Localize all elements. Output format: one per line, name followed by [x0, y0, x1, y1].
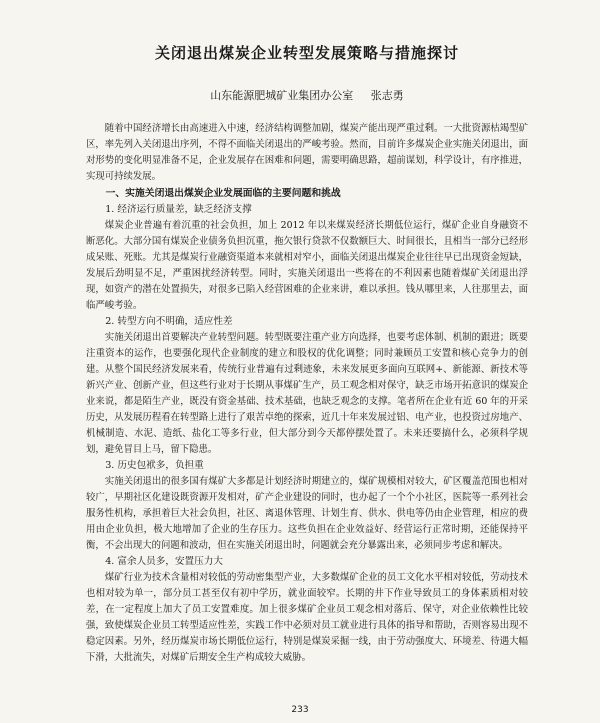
subsection-heading-4: 4. 富余人员多，安置压力大	[105, 556, 223, 567]
intro-paragraph: 随着中国经济增长由高速进入中速，经济结构调整加剧，煤炭产能出现严重过剩。一大批资源枯竭型矿区，率先列入关闭退出序列，不得不面临关闭退出的严峻考验。然而，目前许多煤炭企业实施关闭退出，面对形势的变化明显准备不足，企业发展存在困难和问题，需要明确思路，超前谋划，科学设计，有序推进，实现可持续发展。	[86, 123, 528, 182]
affiliation: 山东能源肥城矿业集团办公室	[210, 89, 354, 102]
author: 张志勇	[370, 89, 404, 102]
byline	[86, 87, 528, 103]
section-heading-1: 一、实施关闭退出煤炭企业发展面临的主要问题和挑战	[105, 188, 341, 199]
subsection-paragraph-3: 实施关闭退出的很多国有煤矿大多都是计划经济时期建立的，煤矿规模相对较大，矿区覆盖范围也相对较广，早期社区化建设既资源开发相对，矿产企业建设的同时，也办起了一个个小社区，医院等一系列社会服务性机构，承担着巨大社会负担，社区、离退休管理、计划生育、供水、供电等仍由企业管理，相应的费用由企业负担，极大地增加了企业的生存压力。这些负担在企业效益好、经营运行正常时期，还能保持平衡，不会出现大的问题和波动，但在实施关闭退出时，问题就会充分暴露出来，必须同步考虑和解决。	[86, 476, 528, 551]
subsection-heading-1: 1. 经济运行质量差，缺乏经济支撑	[105, 204, 252, 215]
paper-title: 关闭退出煤炭企业转型发展策略与措施探讨	[154, 44, 459, 62]
subsection-heading-2: 2. 转型方向不明确，适应性差	[105, 316, 233, 327]
subsection-paragraph-2: 实施关闭退出首要解决产业转型问题。转型既要注重产业方向选择，也要考虑体制、机制的跟进；既要注重资本的运作，也要强化现代企业制度的建立和股权的优化调整；同时兼顾员工安置和核心竞争力的创建。从整个国民经济发展来看，传统行业普遍有过剩迹象，未来发展更多面向互联网+、新能源、新技术等新兴产业、创新产业，但这些行业对于长期从事煤矿生产，员工观念相对保守，缺乏市场开拓意识的煤炭企业来说，都是陌生产业，既没有资金基础、技术基础，也缺乏观念的支撑。笔者所在企业有近 60 年的开采历史，从发展历程看在转型路上进行了艰苦卓绝的探索，近几十年来发展过铝、电产业，也投资过房地产、机械制造、水泥、造纸、盐化工等多行业，但大部分到今天都停摆处置了。未来还要搞什么，必须科学规划，避免冒目上马，留下隐患。	[86, 332, 528, 455]
subsection-paragraph-1: 煤炭企业普遍有着沉重的社会负担，加上 2012 年以来煤炭经济长期低位运行，煤矿企业自身融资不断恶化。大部分国有煤炭企业债务负担沉重，拖欠银行贷款不仅数额巨大、时间很长，且相当一部分已经形成呆账、死账。尤其是煤炭行业融资渠道本来就相对窄小，面临关闭退出煤炭企业往往早已出现资金短缺，发展后劲明显不足，严重困扰经济转型。同时，实施关闭退出一些将在的不利因素也随着煤矿关闭退出浮现，如资产的潜在处置损失，对很多已陷入经营困难的企业来讲，难以承担。钱从哪里来，人往那里去，面临严峻考验。	[86, 220, 528, 311]
subsection-heading-3: 3. 历史包袱多，负担重	[105, 460, 204, 471]
page-number: 233	[291, 705, 309, 715]
subsection-paragraph-4: 煤矿行业为技术含量相对较低的劳动密集型产业，大多数煤矿企业的员工文化水平相对较低，劳动技术也相对较为单一，部分员工甚至仅有初中学历，就业面较窄。长期的井下作业导致员工的身体素质相对较差，在一定程度上加大了员工安置难度。加上很多煤矿企业员工观念相对落后、保守，对企业依赖性比较强，致使煤炭企业员工转型适应性差，实践工作中必须对员工就业进行具体的指导和帮助，否则容易出现不稳定因素。另外，经历煤炭市场长期低位运行，特别是煤炭采掘一线，由于劳动强度大、环境差、待遇大幅下滑，大批流失，对煤矿后期安全生产构成较大威胁。	[86, 572, 528, 663]
